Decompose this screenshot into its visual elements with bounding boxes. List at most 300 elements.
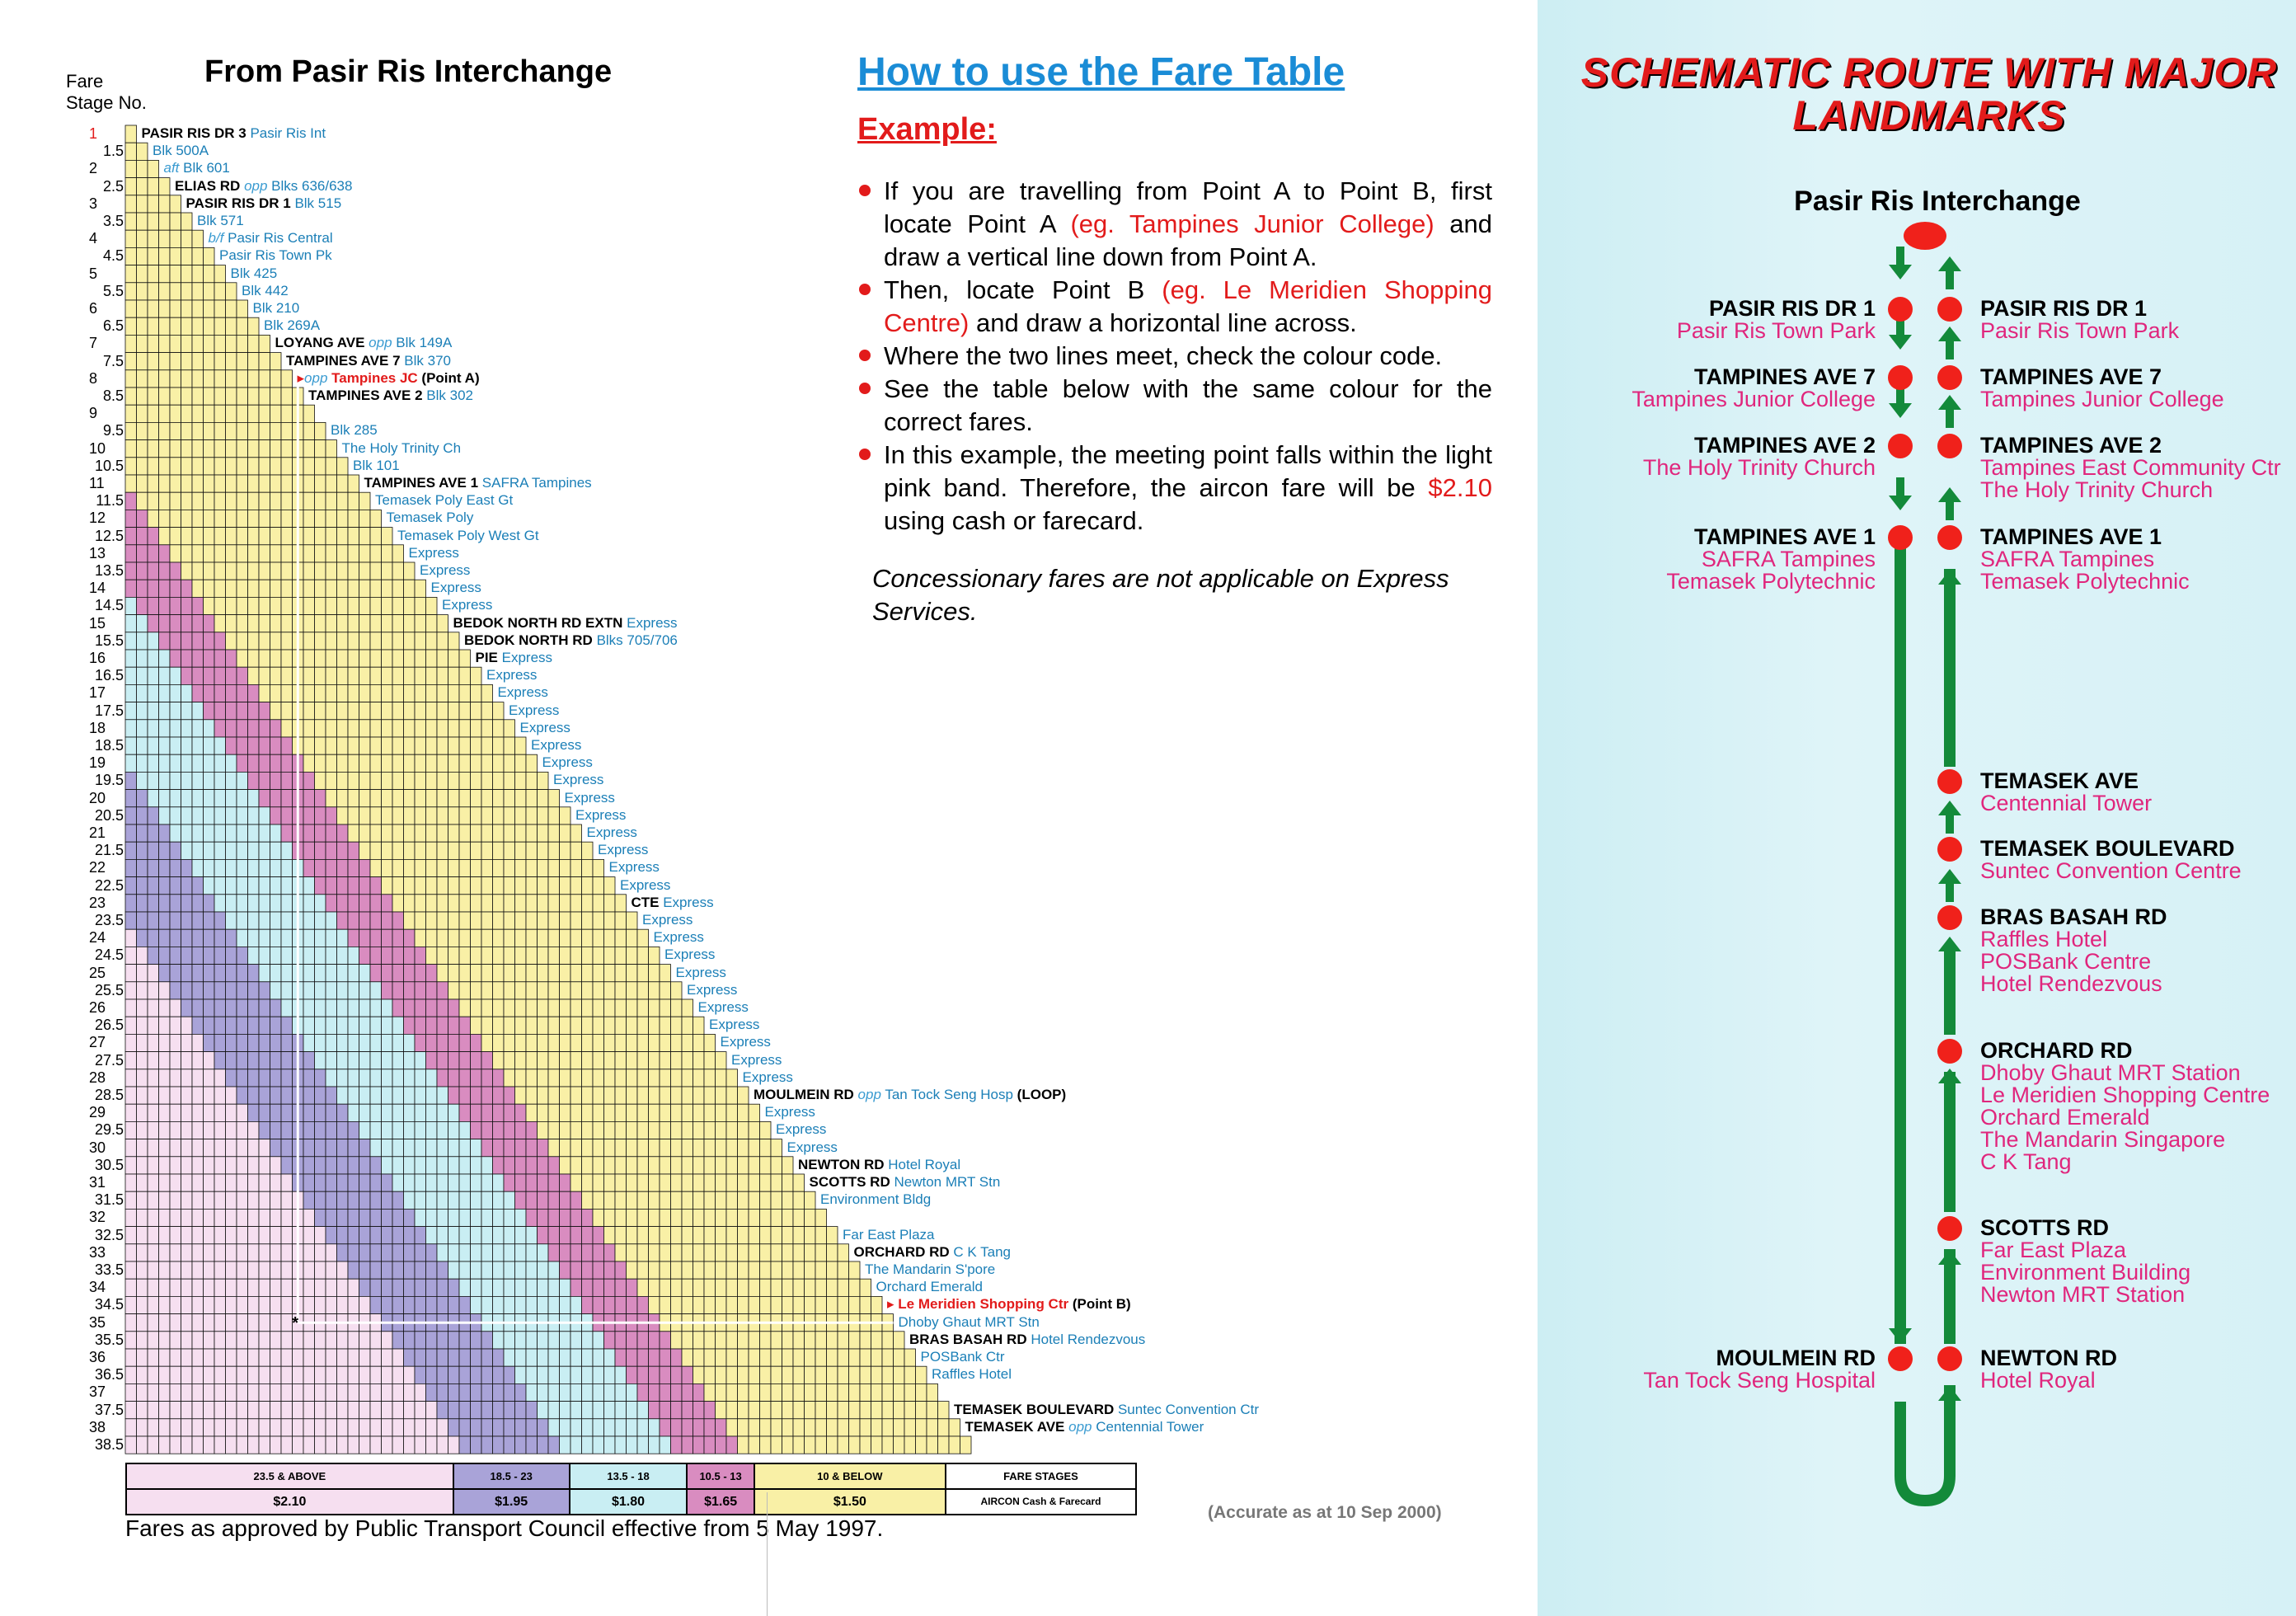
route-stop-label [1980, 838, 2242, 882]
fare-stage-number: 17 [89, 684, 106, 702]
stop-marker [1888, 297, 1913, 322]
down-arrow-icon [1889, 265, 1912, 280]
fare-stage-number: 25 [89, 964, 106, 981]
fare-stage-number: 36 [89, 1349, 106, 1365]
up-arrow-icon [1938, 487, 1961, 502]
fare-stage-number: 25.5 [94, 981, 124, 998]
route-landmark: Pasir Ris Town Park [1980, 318, 2180, 343]
stop-label-part: Suntec Convention Ctr [1114, 1401, 1260, 1417]
route-landmark: Far East Plaza [1980, 1238, 2127, 1262]
route-stop-name: MOULMEIN RD [1716, 1346, 1876, 1370]
instruction-text: If you are travelling from Point A to Point B, first locate Point A [884, 176, 1492, 238]
stop-label-part: Far East Plaza [843, 1226, 935, 1243]
stop-label-part: opp [304, 369, 328, 386]
fare-stage-number: 6 [89, 300, 98, 317]
fare-stage-number: 16.5 [94, 667, 124, 684]
fare-stage-number: 38 [89, 1418, 106, 1435]
fare-stage-number: 6.5 [102, 317, 124, 335]
stop-label-part: Express [420, 562, 471, 578]
route-stop-name: ORCHARD RD [1980, 1038, 2133, 1063]
route-stop-name: BRAS BASAH RD [1980, 904, 2167, 929]
route-landmark: Temasek Polytechnic [1666, 569, 1876, 594]
fare-stage-number: 10 [89, 439, 106, 457]
stop-label-part: Blk 601 [179, 160, 230, 176]
stop-label-part: opp [364, 335, 392, 351]
stop-label-part: ELIAS RD [175, 177, 241, 194]
fare-stage-number: 33 [89, 1243, 106, 1261]
stop-label-part: ▸ [887, 1296, 894, 1313]
instruction-text: and draw a horizontal line across. [969, 308, 1357, 337]
route-landmark: Pasir Ris Town Park [1676, 318, 1876, 343]
fare-stage-number: 20 [89, 789, 106, 806]
legend-fare: AIRCON Cash & Farecard [980, 1496, 1101, 1507]
legend-range: 10 & BELOW [755, 1464, 945, 1490]
fare-stage-number: 33.5 [94, 1261, 124, 1278]
stop-label-part: Express [486, 667, 538, 684]
up-arrow-icon [1938, 869, 1961, 884]
route-stop-name: PASIR RIS DR 1 [1708, 296, 1876, 321]
stop-label-part: Blks 636/638 [267, 177, 353, 194]
stop-label-part: ORCHARD RD [853, 1243, 950, 1260]
fare-stage-number: 10.5 [94, 457, 124, 474]
stop-label-part: Express [642, 912, 693, 928]
stop-label-part: SCOTTS RD [809, 1174, 890, 1190]
stop-label-part: aft [163, 160, 180, 176]
route-landmark: SAFRA Tampines [1701, 547, 1876, 571]
stop-label-part: Express [622, 614, 678, 631]
fare-stage-number: 19 [89, 754, 106, 772]
stop-label-part: (LOOP) [1012, 1087, 1067, 1102]
route-stop-name: TAMPINES AVE 2 [1980, 433, 2162, 458]
route-landmark: Tampines Junior College [1980, 387, 2224, 411]
fare-stage-number: 27 [89, 1034, 106, 1051]
fare-stage-number: 12.5 [94, 527, 124, 544]
stop-label-part: Tan Tock Seng Hosp [880, 1087, 1013, 1102]
fare-stage-number: 29.5 [94, 1121, 124, 1139]
fare-stage-number: 38.5 [94, 1436, 124, 1453]
fare-stage-number: 21.5 [94, 842, 124, 859]
fare-stage-number: 11 [89, 475, 105, 491]
route-loop [1900, 1402, 1950, 1501]
stop-label-part: Express [497, 650, 553, 665]
stop-label-part: Express [553, 772, 604, 788]
route-landmark: C K Tang [1980, 1149, 2072, 1174]
fare-stage-number: 4 [89, 230, 98, 247]
fare-stage-number: 7 [89, 335, 98, 352]
stop-label-part: Express [687, 981, 738, 998]
instruction-text: and draw a vertical line down from Point A. [884, 209, 1492, 271]
fare-stage-number: 18.5 [94, 737, 124, 754]
route-landmark: Le Meridien Shopping Centre [1980, 1083, 2270, 1107]
stop-label-part: TAMPINES AVE 7 [286, 352, 401, 369]
fare-stage-number: 20.5 [94, 806, 124, 824]
stop-label-part: PASIR RIS DR 1 [185, 195, 291, 211]
legend-range: FARE STAGES [946, 1464, 1135, 1490]
route-stop-label [1980, 1217, 2190, 1306]
stop-label-part: Blk 210 [252, 300, 300, 316]
stop-label-part: Blk 285 [331, 422, 378, 439]
route-stop-name: TAMPINES AVE 1 [1980, 524, 2162, 549]
stop-label-part: Orchard Emerald [876, 1279, 983, 1295]
stop-label-part: Blk 101 [353, 457, 400, 473]
stop-label-part: Environment Bldg [820, 1191, 932, 1208]
up-arrow-icon [1938, 1250, 1961, 1265]
stop-label-part: Express [408, 544, 459, 561]
stop-label-part: Express [620, 876, 671, 893]
stop-label-part: TEMASEK AVE [965, 1418, 1065, 1435]
stop-label-part: b/f [208, 230, 224, 247]
legend-fare: $1.65 [704, 1494, 738, 1509]
route-stop-label [1980, 298, 2179, 342]
concession-note: Concessionary fares are not applicable on Express Services. [872, 564, 1449, 626]
fare-stage-header-line1: Fare [66, 71, 104, 92]
stop-marker [1937, 297, 1962, 322]
stop-label-part: Express [764, 1104, 815, 1120]
fare-stage-number: 35.5 [94, 1331, 124, 1348]
fare-stage-number: 1.5 [102, 143, 124, 160]
stop-label-part: Express [786, 1139, 838, 1155]
legend-fare: $1.80 [612, 1494, 646, 1509]
fare-stage-number: 7.5 [102, 352, 124, 369]
fare-stage-number: 14.5 [94, 597, 124, 614]
legend-range: 10.5 - 13 [688, 1464, 753, 1490]
stop-label-part: Express [742, 1069, 793, 1085]
stop-label-part: Express [720, 1034, 771, 1050]
route-stop-label [1643, 435, 1876, 479]
fare-stage-number: 4.5 [102, 247, 124, 265]
fare-stage-number: 23.5 [94, 912, 124, 928]
up-arrow-icon [1938, 395, 1961, 410]
fare-stage-number: 1 [89, 125, 98, 142]
stop-label-part: ▸ [297, 369, 305, 386]
route-stop-name: TAMPINES AVE 7 [1980, 364, 2162, 389]
fare-stage-number: 27.5 [94, 1051, 124, 1069]
route-stop-name: SCOTTS RD [1980, 1215, 2110, 1240]
up-arrow-icon [1938, 256, 1961, 271]
fare-stage-number: 32.5 [94, 1226, 124, 1243]
up-arrow-icon [1938, 326, 1961, 341]
fare-stage-number: 15.5 [94, 632, 124, 649]
stop-label-part: NEWTON RD [798, 1156, 885, 1172]
route-stop-name: TEMASEK AVE [1980, 768, 2139, 793]
stop-label-part: Blk 302 [422, 388, 473, 403]
route-landmark: Orchard Emerald [1980, 1105, 2150, 1130]
route-landmark: The Holy Trinity Church [1642, 455, 1876, 480]
fare-stage-number: 36.5 [94, 1366, 124, 1383]
route-stop-label [1980, 1347, 2117, 1392]
fare-stage-number: 34 [89, 1279, 106, 1296]
fare-stage-number: 29 [89, 1104, 106, 1121]
stop-marker [1937, 769, 1962, 794]
route-stop-label [1632, 366, 1876, 411]
stop-label-part: Express [564, 789, 615, 806]
stop-label-part: opp [240, 177, 268, 194]
stop-label-part: Express [519, 719, 570, 735]
fare-stage-number: 24 [89, 929, 106, 947]
stop-label-part: Blk 370 [400, 352, 451, 369]
down-arrow-icon [1889, 335, 1912, 350]
legend-range: 23.5 & ABOVE [127, 1464, 453, 1490]
down-arrow-icon [1889, 403, 1912, 418]
down-arrow-icon [1889, 496, 1912, 510]
fare-stage-number: 16 [89, 650, 106, 666]
up-arrow-icon [1938, 1069, 1961, 1083]
route-stop-label [1666, 526, 1876, 593]
stop-label-part: Centennial Tower [1092, 1418, 1204, 1435]
stop-label-part: BRAS BASAH RD [909, 1331, 1027, 1347]
stop-label-part: (Point A) [417, 369, 480, 386]
route-landmark: Centennial Tower [1980, 791, 2153, 815]
stop-label-part: Express [659, 894, 714, 910]
route-landmark: SAFRA Tampines [1980, 547, 2155, 571]
route-landmark: Hotel Rendezvous [1980, 971, 2162, 996]
fare-stage-number: 2 [89, 160, 98, 177]
route-landmark: Tampines East Community Ctr [1980, 455, 2281, 480]
fare-stage-number: 21 [89, 824, 106, 841]
example-title: Example: [857, 112, 997, 147]
fare-stage-number: 31 [89, 1174, 106, 1191]
howto-title: How to use the Fare Table [857, 50, 1345, 94]
stop-label-part: BEDOK NORTH RD [464, 632, 593, 648]
stop-label-part: Hotel Rendezvous [1026, 1331, 1146, 1347]
stop-label-part: (Point B) [1068, 1296, 1131, 1313]
stop-label-part: C K Tang [949, 1243, 1012, 1260]
route-stop-label [1677, 298, 1876, 342]
stop-label-part: Hotel Royal [884, 1156, 961, 1172]
stop-label-part: Express [586, 824, 637, 840]
fare-stage-number: 18 [89, 719, 106, 736]
fare-stage-number: 9 [89, 405, 98, 422]
stop-label-part: CTE [631, 894, 660, 910]
fare-stage-number: 32 [89, 1209, 106, 1226]
stop-label-part: Blks 705/706 [592, 632, 678, 648]
stop-label-part: Raffles Hotel [932, 1366, 1012, 1383]
stop-label-part: Express [509, 702, 560, 718]
stop-label-part: Dhoby Ghaut MRT Stn [898, 1313, 1040, 1330]
stop-label-part: Blk 269A [264, 317, 321, 334]
stop-label-part: The Holy Trinity Ch [341, 439, 462, 456]
stop-label-part: Blk 149A [392, 335, 453, 351]
fare-stage-number: 12 [89, 510, 106, 527]
stop-marker [1937, 1346, 1962, 1371]
up-arrow-icon [1938, 570, 1961, 585]
stop-marker [1888, 1346, 1913, 1371]
stop-label-part: opp [853, 1087, 881, 1102]
route-landmark: Newton MRT Station [1980, 1282, 2186, 1307]
fare-stage-number: 14 [89, 580, 106, 597]
route-landmark: Temasek Polytechnic [1980, 569, 2190, 594]
stop-label-part: opp [1064, 1418, 1092, 1435]
legend-range: 13.5 - 18 [570, 1464, 687, 1490]
instruction-text: Then, locate Point B [884, 275, 1162, 304]
stop-label-part: PIE [475, 650, 498, 665]
stop-label-part: Temasek Poly East Gt [375, 492, 514, 509]
stop-label-part: Express [664, 947, 716, 963]
route-stop-label [1980, 366, 2224, 411]
route-stop-name: PASIR RIS DR 1 [1980, 296, 2148, 321]
route-stop-name: TAMPINES AVE 2 [1693, 433, 1876, 458]
fare-stage-number: 24.5 [94, 947, 124, 964]
stop-label-part: Express [697, 999, 749, 1015]
stop-label-part: Express [542, 754, 593, 771]
fare-stage-number: 26 [89, 999, 106, 1016]
stop-label-part: Express [675, 964, 726, 980]
stop-label-part: Express [430, 580, 481, 596]
stop-label-part: TAMPINES AVE 1 [364, 475, 479, 491]
route-landmark: Dhoby Ghaut MRT Station [1980, 1060, 2241, 1085]
fare-stage-number: 34.5 [94, 1296, 124, 1313]
fare-stage-number: 37 [89, 1383, 106, 1401]
instruction-text: (eg. Le Meridien Shopping Centre) [884, 275, 1492, 337]
instruction-text: using cash or farecard. [884, 506, 1144, 535]
stop-marker [1937, 525, 1962, 550]
stop-marker [1937, 1216, 1962, 1241]
stop-label-part: Temasek Poly [386, 510, 474, 526]
stop-label-part: POSBank Ctr [920, 1349, 1005, 1365]
stop-label-part: Blk 571 [197, 213, 244, 228]
route-stop-label [1980, 435, 2281, 501]
route-stop-label [1980, 1040, 2270, 1173]
up-arrow-icon [1938, 1386, 1961, 1401]
stop-label-part: Blk 442 [242, 282, 289, 298]
route-stop-name: TAMPINES AVE 1 [1693, 524, 1876, 549]
stop-label-part: Express [653, 929, 704, 946]
fare-stage-number: 3 [89, 195, 98, 212]
meeting-point-marker: * [292, 1314, 299, 1333]
stop-label-part: Express [608, 859, 660, 876]
legend-fare: $1.95 [495, 1494, 528, 1509]
stop-label-part: MOULMEIN RD [754, 1087, 854, 1102]
legend-fare: $2.10 [273, 1494, 307, 1509]
stop-label-part: PASIR RIS DR 3 [141, 125, 247, 141]
stop-label-part: The Mandarin S'pore [865, 1261, 996, 1277]
route-stop-name: TEMASEK BOULEVARD [1980, 836, 2235, 861]
fare-stage-header-line2: Stage No. [66, 92, 147, 113]
stop-label-part: SAFRA Tampines [478, 475, 592, 491]
stop-label-part: LOYANG AVE [275, 335, 365, 351]
fare-stage-number: 30.5 [94, 1156, 124, 1173]
stop-label-part: Express [709, 1017, 760, 1033]
stop-marker [1937, 365, 1962, 390]
route-landmark: Raffles Hotel [1980, 927, 2108, 951]
fare-stage-number: 28 [89, 1069, 106, 1086]
route-landmark: POSBank Centre [1980, 949, 2152, 974]
accuracy-note: (Accurate as at 10 Sep 2000) [1208, 1503, 1442, 1522]
instruction-text: $2.10 [1428, 473, 1492, 502]
route-landmark: Environment Building [1980, 1260, 2191, 1285]
route-stop-name: NEWTON RD [1980, 1346, 2117, 1370]
stop-label-part: Express [731, 1051, 782, 1068]
stop-label-part: Express [442, 597, 493, 613]
stop-marker [1888, 525, 1913, 550]
down-arrow-icon [1889, 1328, 1912, 1343]
stop-label-part: Pasir Ris Town Pk [219, 247, 332, 264]
route-stop-label [1980, 906, 2167, 995]
fare-stage-number: 30 [89, 1139, 106, 1156]
fare-stage-number: 3.5 [102, 213, 124, 229]
instruction-text: Where the two lines meet, check the colour code. [884, 341, 1443, 370]
fares-approval-note: Fares as approved by Public Transport Council effective from 5 May 1997. [125, 1515, 884, 1541]
stop-marker [1937, 434, 1962, 458]
stop-label-part: Tampines JC [327, 369, 418, 386]
stop-label-part: Pasir Ris Central [223, 230, 333, 247]
schematic-title-line2: LANDMARKS [1792, 92, 2066, 139]
up-arrow-icon [1938, 801, 1961, 815]
fare-stage-number: 11.5 [96, 492, 124, 510]
stop-marker [1937, 905, 1962, 930]
route-stop-name: TAMPINES AVE 7 [1693, 364, 1876, 389]
route-landmark: Tan Tock Seng Hospital [1643, 1368, 1876, 1393]
stop-marker [1937, 1039, 1962, 1064]
legend-fare: $1.50 [833, 1494, 866, 1509]
up-arrow-icon [1938, 937, 1961, 951]
fare-stage-number: 13.5 [94, 562, 124, 579]
stop-label-part: Express [497, 684, 548, 701]
fare-stage-number: 19.5 [94, 772, 124, 789]
fare-stage-number: 31.5 [94, 1191, 124, 1209]
fare-stage-number: 5.5 [102, 282, 124, 299]
fare-stage-number: 37.5 [94, 1401, 124, 1418]
fare-table-title: From Pasir Ris Interchange [204, 54, 613, 89]
fare-stage-number: 22.5 [94, 876, 124, 894]
fare-stage-number: 2.5 [102, 177, 124, 195]
instruction-text: In this example, the meeting point falls within the light pink band. Therefore, the aircon fare will be [884, 440, 1492, 502]
stop-label-part: Blk 500A [153, 143, 209, 159]
schematic-title-line1: SCHEMATIC ROUTE WITH MAJOR [1580, 49, 2278, 96]
interchange-marker [1904, 222, 1946, 250]
stop-label-part: Newton MRT Stn [890, 1174, 1001, 1190]
fare-stage-number: 5 [89, 265, 98, 282]
route-landmark: Suntec Convention Centre [1980, 858, 2242, 883]
fare-stage-number: 23 [89, 894, 106, 911]
fare-stage-number: 15 [89, 614, 106, 632]
instruction-text: See the table below with the same colour for the correct fares. [884, 374, 1492, 436]
route-landmark: Tampines Junior College [1632, 387, 1876, 411]
fare-stage-number: 13 [89, 544, 106, 561]
fare-stage-number: 22 [89, 859, 106, 876]
stop-label-part: TEMASEK BOULEVARD [954, 1401, 1115, 1417]
stop-label-part: TAMPINES AVE 2 [308, 388, 423, 403]
instruction-text: (eg. Tampines Junior College) [1070, 209, 1434, 238]
stop-label-part: Temasek Poly West Gt [397, 527, 539, 543]
route-stop-label [1980, 770, 2152, 815]
stop-marker [1888, 365, 1913, 390]
route-landmark: The Mandarin Singapore [1980, 1127, 2226, 1152]
stop-label-part: Blk 515 [290, 195, 342, 211]
stop-label-part: Le Meridien Shopping Ctr [894, 1296, 1069, 1313]
stop-label-part: Pasir Ris Int [246, 125, 326, 141]
stop-label-part: Express [575, 806, 627, 823]
fare-stage-number: 35 [89, 1313, 106, 1331]
stop-label-part: Express [531, 737, 582, 753]
stop-label-part: Express [598, 842, 649, 858]
interchange-label: Pasir Ris Interchange [1794, 186, 2081, 217]
legend-range: 18.5 - 23 [454, 1464, 569, 1490]
route-landmark: The Holy Trinity Church [1980, 477, 2214, 502]
stop-marker [1888, 434, 1913, 458]
stop-marker [1937, 837, 1962, 862]
route-stop-label [1980, 526, 2190, 593]
stop-label-part: BEDOK NORTH RD EXTN [453, 614, 623, 631]
fare-stage-number: 9.5 [102, 422, 124, 439]
fare-stage-number: 26.5 [94, 1017, 124, 1034]
fare-stage-number: 17.5 [94, 702, 124, 719]
stop-label-part: Blk 425 [230, 265, 278, 281]
fare-stage-number: 28.5 [94, 1087, 124, 1103]
fare-stage-number: 8 [89, 369, 98, 387]
fare-stage-number: 8.5 [102, 388, 124, 404]
route-stop-label [1643, 1347, 1876, 1392]
